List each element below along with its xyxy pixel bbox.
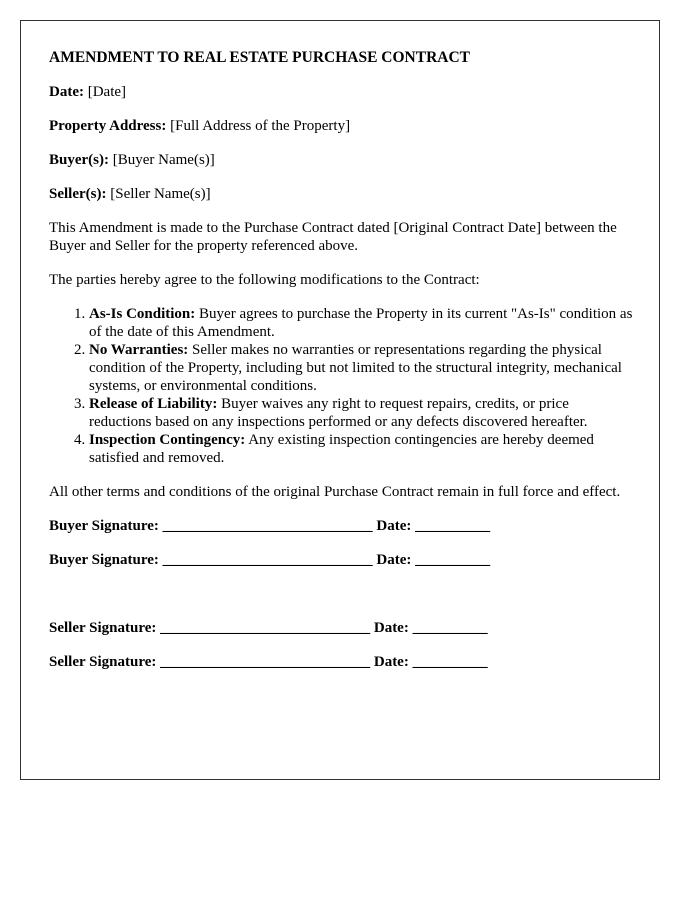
property-address-field (49, 117, 633, 135)
contract-document (20, 20, 660, 780)
date-value: [Date] (87, 84, 127, 100)
sellers-field (49, 185, 633, 203)
seller-signature-line: Seller Signature: ____________________________ Date: __________ (49, 654, 488, 670)
signature-spacer (49, 585, 633, 619)
modification-term: Release of Liability: (89, 396, 218, 412)
modification-text: Buyer agrees to purchase the Property in its current "As-Is" condition as of the date of this Amendment. (89, 306, 633, 340)
date-label: Date: (49, 84, 84, 100)
modification-term: As-Is Condition: (89, 306, 196, 322)
property-address-value: [Full Address of the Property] (170, 118, 351, 134)
modification-text: Buyer waives any right to request repairs, credits, or price reductions based on any inspections performed or any defects discovered hereafter. (89, 396, 588, 430)
modification-item (89, 341, 633, 395)
modification-term: Inspection Contingency: (89, 432, 246, 448)
modification-item (89, 395, 633, 431)
document-title: AMENDMENT TO REAL ESTATE PURCHASE CONTRACT (49, 49, 471, 66)
lead-in-paragraph: The parties hereby agree to the following modifications to the Contract: (49, 272, 480, 288)
modification-term: No Warranties: (89, 342, 189, 358)
modifications-list (49, 305, 633, 467)
modification-item (89, 431, 633, 467)
sellers-value: [Seller Name(s)] (110, 186, 211, 202)
buyers-field (49, 151, 633, 169)
buyer-signature-line: Buyer Signature: ____________________________ Date: __________ (49, 518, 491, 534)
closing-paragraph: All other terms and conditions of the original Purchase Contract remain in full force and effect. (49, 484, 621, 500)
buyer-signature-line: Buyer Signature: ____________________________ Date: __________ (49, 552, 491, 568)
seller-signature-line: Seller Signature: ____________________________ Date: __________ (49, 620, 488, 636)
modification-text: Any existing inspection contingencies are hereby deemed satisfied and removed. (89, 432, 594, 466)
sellers-label: Seller(s): (49, 186, 107, 202)
modification-text: Seller makes no warranties or representations regarding the physical condition of the Property, including but not limited to the structural integrity, mechanical systems, or environmental conditions. (89, 342, 622, 394)
buyers-value: [Buyer Name(s)] (112, 152, 215, 168)
modification-item (89, 305, 633, 341)
date-field (49, 83, 633, 101)
buyers-label: Buyer(s): (49, 152, 109, 168)
property-address-label: Property Address: (49, 118, 167, 134)
intro-paragraph: This Amendment is made to the Purchase Contract dated [Original Contract Date] between the Buyer and Seller for the property referenced above. (49, 220, 617, 254)
